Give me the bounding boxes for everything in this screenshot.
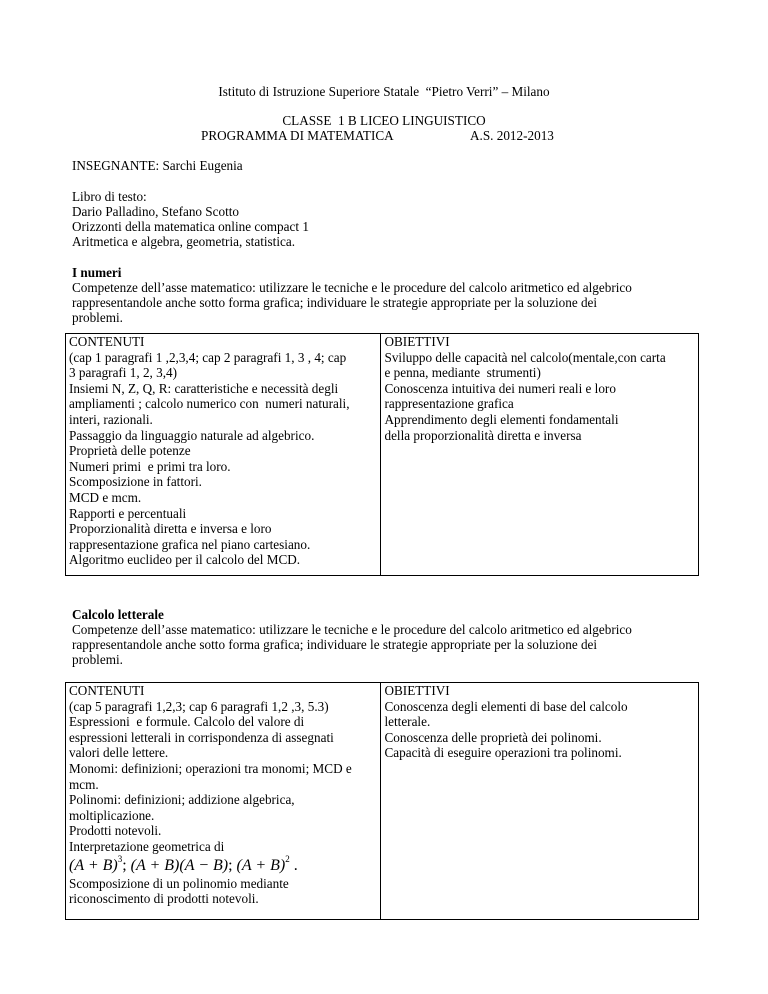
school-year: A.S. 2012-2013 bbox=[470, 128, 554, 143]
competence-line: Competenze dell’asse matematico: utilizzare le tecniche e le procedure del calcolo aritmetico ed algebrico bbox=[72, 280, 632, 295]
objectives-line: Conoscenza degli elementi di base del calcolo bbox=[384, 698, 628, 714]
formula-term: (A + B) bbox=[236, 856, 286, 874]
contents-line: Monomi: definizioni; operazioni tra monomi; MCD e bbox=[69, 760, 352, 776]
formula-separator: ; bbox=[122, 856, 131, 874]
contents-line: espressioni letterali in corrispondenza di assegnati bbox=[69, 729, 334, 745]
objectives-line: Sviluppo delle capacità nel calcolo(mentale,con carta bbox=[384, 349, 666, 365]
contents-line: Proprietà delle potenze bbox=[69, 443, 191, 459]
formula-exponent: 2 bbox=[285, 853, 290, 864]
competence-line: Competenze dell’asse matematico: utilizzare le tecniche e le procedure del calcolo aritmetico ed algebrico bbox=[72, 622, 632, 637]
contents-line: Espressioni e formule. Calcolo del valore di bbox=[69, 714, 305, 730]
textbook-authors: Dario Palladino, Stefano Scotto bbox=[72, 204, 240, 219]
objectives-line: della proporzionalità diretta e inversa bbox=[384, 427, 582, 443]
contents-line: Proporzionalità diretta e inversa e loro bbox=[69, 521, 272, 537]
contents-line: Numeri primi e primi tra loro. bbox=[69, 458, 231, 474]
objectives-cell bbox=[381, 683, 699, 920]
objectives-cell bbox=[381, 334, 699, 576]
textbook-title: Orizzonti della matematica online compact 1 bbox=[72, 219, 309, 234]
contents-line: rappresentazione grafica nel piano cartesiano. bbox=[69, 536, 311, 552]
formula-end: . bbox=[289, 856, 298, 874]
objectives-line: Apprendimento degli elementi fondamentali bbox=[384, 411, 619, 427]
objectives-line: Conoscenza intuitiva dei numeri reali e loro bbox=[384, 380, 616, 396]
section-title: Calcolo letterale bbox=[72, 607, 164, 622]
contents-line: moltiplicazione. bbox=[69, 807, 155, 823]
contents-line: Polinomi: definizioni; addizione algebrica, bbox=[69, 792, 295, 808]
contents-header: CONTENUTI bbox=[69, 334, 145, 349]
contents-line: 3 paragrafi 1, 2, 3,4) bbox=[69, 365, 178, 381]
competence-line: rappresentandole anche sotto forma grafica; individuare le strategie appropriate per la soluzione dei bbox=[72, 637, 598, 652]
contents-line: Interpretazione geometrica di bbox=[69, 838, 225, 854]
section-table bbox=[65, 333, 699, 576]
competence-line: problemi. bbox=[72, 652, 123, 667]
contents-line: (cap 5 paragrafi 1,2,3; cap 6 paragrafi 1,2 ,3, 5.3) bbox=[69, 698, 329, 714]
objectives-line: letterale. bbox=[384, 714, 431, 730]
contents-line: ampliamenti ; calcolo numerico con numeri naturali, bbox=[69, 396, 350, 412]
formula-separator: ; bbox=[228, 856, 237, 874]
objectives-line: rappresentazione grafica bbox=[384, 396, 514, 412]
contents-line: valori delle lettere. bbox=[69, 745, 169, 761]
formula-exponent: 3 bbox=[117, 853, 123, 864]
contents-line: MCD e mcm. bbox=[69, 489, 142, 505]
contents-line: Insiemi N, Z, Q, R: caratteristiche e necessità degli bbox=[69, 380, 339, 396]
formula bbox=[69, 853, 377, 876]
class-line: CLASSE 1 B LICEO LINGUISTICO bbox=[282, 113, 486, 128]
contents-line: Algoritmo euclideo per il calcolo del MCD. bbox=[69, 552, 301, 568]
contents-cell bbox=[66, 683, 381, 920]
contents-line: (cap 1 paragrafi 1 ,2,3,4; cap 2 paragrafi 1, 3 , 4; cap bbox=[69, 349, 347, 365]
contents-header: CONTENUTI bbox=[69, 683, 145, 698]
contents-line: riconoscimento di prodotti notevoli. bbox=[69, 891, 259, 907]
contents-line: Scomposizione di un polinomio mediante bbox=[69, 875, 289, 891]
school-name: Istituto di Istruzione Superiore Statale “Pietro Verri” – Milano bbox=[218, 84, 550, 99]
objectives-header: OBIETTIVI bbox=[384, 683, 450, 698]
competence-line: rappresentandole anche sotto forma grafica; individuare le strategie appropriate per la soluzione dei bbox=[72, 295, 598, 310]
textbook-label: Libro di testo: bbox=[72, 189, 147, 204]
contents-cell bbox=[66, 334, 381, 576]
objectives-line: Capacità di eseguire operazioni tra polinomi. bbox=[384, 745, 622, 761]
contents-line: mcm. bbox=[69, 776, 99, 792]
objectives-line: e penna, mediante strumenti) bbox=[384, 365, 541, 381]
formula-term: (A + B) bbox=[69, 856, 118, 874]
section-title: I numeri bbox=[72, 265, 122, 280]
contents-line: interi, razionali. bbox=[69, 411, 153, 427]
contents-line: Rapporti e percentuali bbox=[69, 505, 187, 521]
section-table bbox=[65, 682, 699, 920]
contents-line: Prodotti notevoli. bbox=[69, 823, 162, 839]
textbook-subtitle: Aritmetica e algebra, geometria, statistica. bbox=[72, 234, 295, 249]
teacher-line: INSEGNANTE: Sarchi Eugenia bbox=[72, 158, 243, 173]
objectives-line: Conoscenza delle proprietà dei polinomi. bbox=[384, 729, 602, 745]
formula-term: (A + B)(A − B) bbox=[130, 856, 229, 874]
contents-line: Scomposizione in fattori. bbox=[69, 474, 202, 490]
competence-line: problemi. bbox=[72, 310, 123, 325]
program-line: PROGRAMMA DI MATEMATICA bbox=[201, 128, 394, 143]
contents-line: Passaggio da linguaggio naturale ad algebrico. bbox=[69, 427, 315, 443]
objectives-header: OBIETTIVI bbox=[384, 334, 450, 349]
